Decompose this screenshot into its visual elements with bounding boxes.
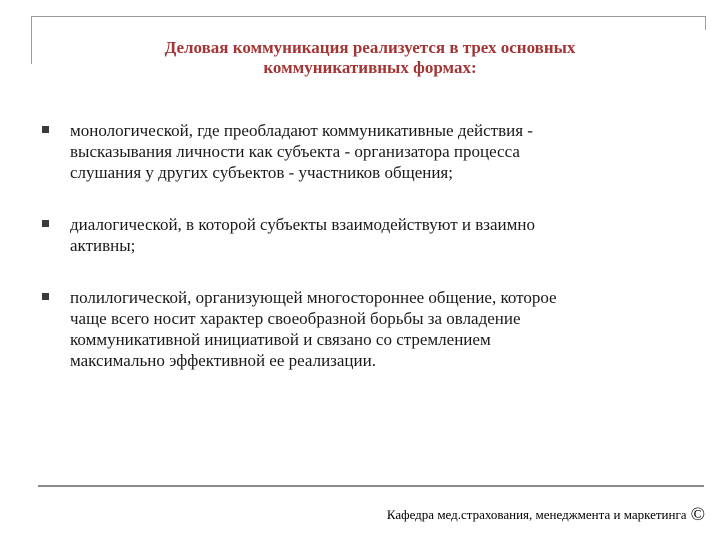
bullet-line: слушания у других субъектов - участников общения; [70,163,453,182]
bullet-line: высказывания личности как субъекта - организатора процесса [70,142,520,161]
bullet-line: монологической, где преобладают коммуникативные действия - [70,121,533,140]
top-frame-line [31,16,705,17]
bullet-line: активны; [70,236,136,255]
bullet-list [40,120,690,371]
bullet-item-monologic [40,120,690,183]
bullet-item-polylogic [40,287,690,371]
slide-title [60,38,680,78]
bullet-line: максимально эффективной ее реализации. [70,351,376,370]
footer [300,504,705,526]
square-bullet-icon [42,293,49,300]
square-bullet-icon [42,220,49,227]
bullet-line: чаще всего носит характер своеобразной борьбы за овладение [70,309,521,328]
bullet-text [70,214,690,256]
bullet-line: полилогической, организующей многостороннее общение, которое [70,288,557,307]
slide-title-line-2: коммуникативных формах: [263,58,477,77]
square-bullet-icon [42,126,49,133]
bullet-line: диалогической, в которой субъекты взаимодействуют и взаимно [70,215,535,234]
right-frame-line [705,16,706,30]
bullet-line: коммуникативной инициативой и связано со стремлением [70,330,491,349]
bullet-text [70,120,690,183]
bullet-text [70,287,690,371]
footer-department-text: Кафедра мед.страхования, менеджмента и маркетинга [386,507,687,522]
left-frame-line [31,16,32,64]
footer-divider [38,485,704,487]
bullet-item-dialogic [40,214,690,256]
copyright-icon: © [690,504,705,525]
slide-title-line-1: Деловая коммуникация реализуется в трех основных [164,38,576,57]
